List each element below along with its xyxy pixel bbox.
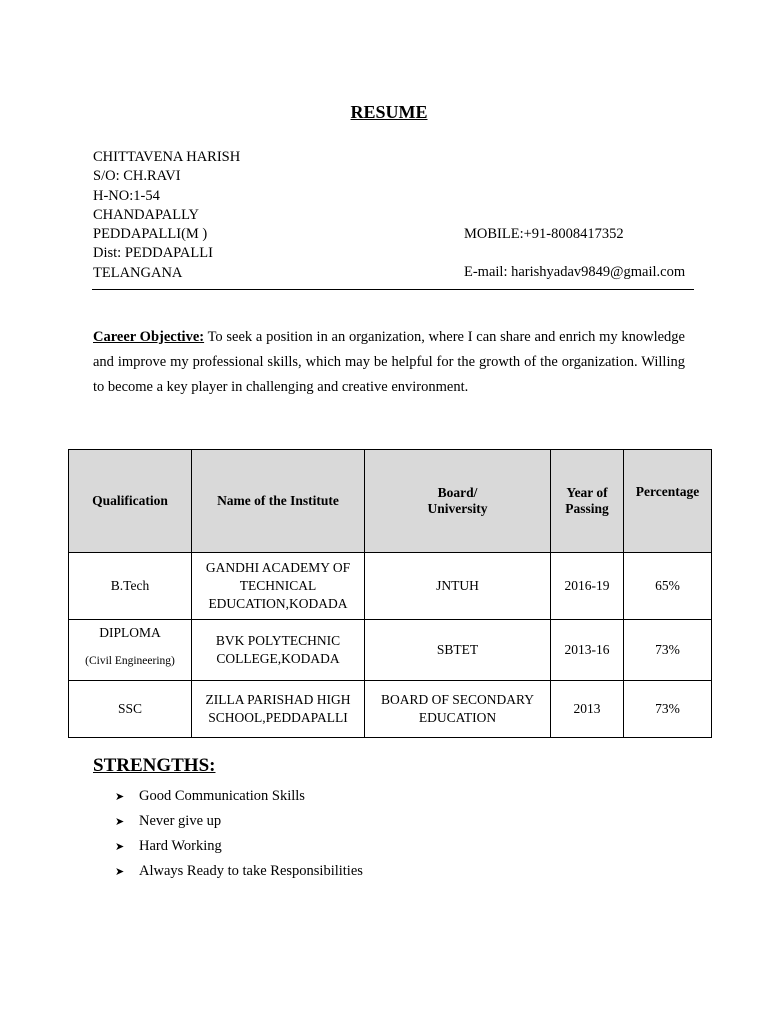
cell-board: SBTET	[365, 620, 551, 681]
cell-year: 2013	[551, 681, 624, 738]
education-table	[68, 449, 712, 738]
header-board: Board/ University	[365, 450, 551, 553]
district: Dist: PEDDAPALLI	[93, 245, 213, 262]
cell-board: JNTUH	[365, 553, 551, 620]
cell-institute: BVK POLYTECHNIC COLLEGE,KODADA	[192, 620, 365, 681]
address-block	[93, 148, 240, 283]
house-number: H-NO:1-54	[93, 187, 160, 204]
header-divider	[92, 289, 694, 290]
arrowhead-bullet-icon: ➤	[115, 816, 125, 828]
cell-year: 2013-16	[551, 620, 624, 681]
cell-percentage: 73%	[624, 681, 712, 738]
arrowhead-bullet-icon: ➤	[115, 841, 125, 853]
candidate-name: CHITTAVENA HARISH	[93, 149, 241, 165]
cell-board: BOARD OF SECONDARY EDUCATION	[365, 681, 551, 738]
cell-qualification	[69, 620, 192, 681]
mandal: PEDDAPALLI(M )	[93, 226, 208, 243]
strengths-list	[115, 786, 363, 886]
strengths-heading: STRENGTHS:	[93, 755, 216, 776]
table-header-row	[69, 450, 712, 553]
arrowhead-bullet-icon: ➤	[115, 791, 125, 803]
career-objective-text: To seek a position in an organization, where I can share and enrich my knowledge and improve my professional skills, which may be helpful for the growth of the organization. Willing to become a key player in challenging and creative environment.	[93, 329, 685, 395]
mobile-number: MOBILE:+91-8008417352	[464, 226, 624, 242]
page-title: RESUME	[350, 102, 428, 122]
list-item: ➤ Good Communication Skills	[115, 786, 363, 811]
cell-percentage: 73%	[624, 620, 712, 681]
arrowhead-bullet-icon: ➤	[115, 866, 125, 878]
cell-institute: ZILLA PARISHAD HIGH SCHOOL,PEDDAPALLI	[192, 681, 365, 738]
career-objective-label: Career Objective:	[93, 329, 205, 345]
qualification-name: DIPLOMA	[99, 625, 161, 640]
career-objective	[93, 325, 685, 400]
cell-year: 2016-19	[551, 553, 624, 620]
email-address: E-mail: harishyadav9849@gmail.com	[464, 264, 686, 280]
qualification-specialization: (Civil Engineering)	[85, 655, 175, 667]
table-row	[69, 620, 712, 681]
father-name: S/O: CH.RAVI	[93, 168, 181, 185]
header-institute: Name of the Institute	[192, 450, 365, 553]
list-item: ➤ Always Ready to take Responsibilities	[115, 861, 363, 886]
list-item: ➤ Never give up	[115, 811, 363, 836]
header-percentage: Percentage	[624, 450, 712, 553]
state: TELANGANA	[93, 264, 183, 281]
header-year: Year of Passing	[551, 450, 624, 553]
header-qualification: Qualification	[69, 450, 192, 553]
cell-percentage: 65%	[624, 553, 712, 620]
cell-qualification: SSC	[69, 681, 192, 738]
village: CHANDAPALLY	[93, 206, 199, 223]
cell-institute: GANDHI ACADEMY OF TECHNICAL EDUCATION,KODADA	[192, 553, 365, 620]
table-row	[69, 553, 712, 620]
table-row	[69, 681, 712, 738]
cell-qualification: B.Tech	[69, 553, 192, 620]
list-item: ➤ Hard Working	[115, 836, 363, 861]
